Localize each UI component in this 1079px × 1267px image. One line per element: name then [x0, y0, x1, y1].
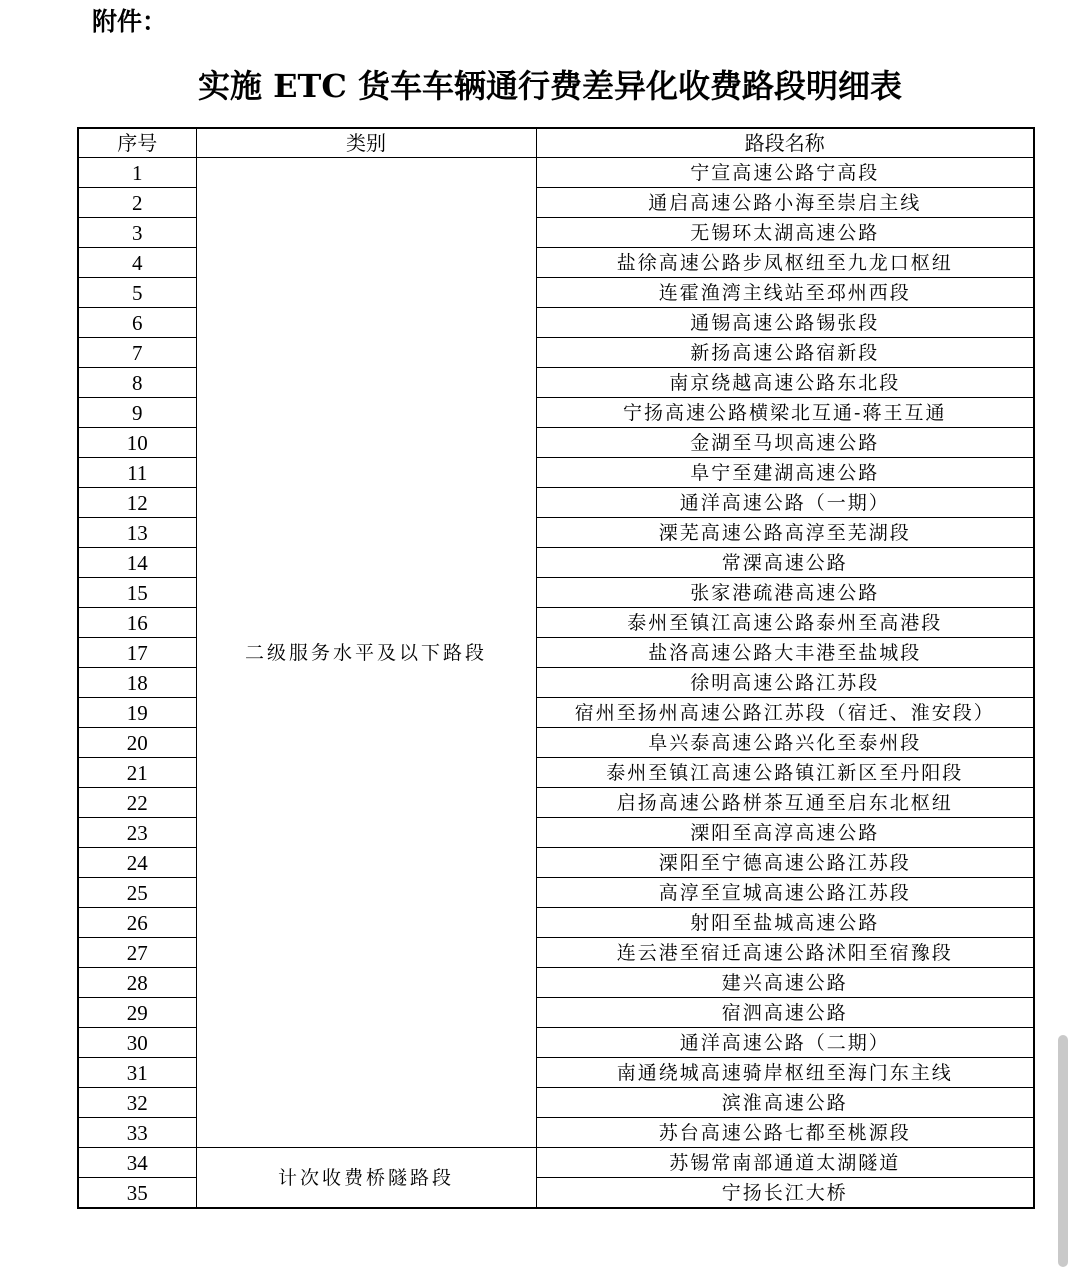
vertical-scrollbar-thumb[interactable]	[1058, 1035, 1068, 1267]
cell-road-name: 通启高速公路小海至崇启主线	[536, 188, 1034, 218]
attachment-label: 附件：	[92, 7, 168, 36]
cell-seq: 24	[78, 848, 196, 878]
table-body	[78, 158, 1034, 1209]
document-title: 实施 ETC 货车车辆通行费差异化收费路段明细表	[198, 67, 902, 105]
header-seq: 序号	[78, 128, 196, 158]
cell-road-name: 常溧高速公路	[536, 548, 1034, 578]
cell-road-name: 宿州至扬州高速公路江苏段（宿迁、淮安段）	[536, 698, 1034, 728]
cell-road-name: 宿泗高速公路	[536, 998, 1034, 1028]
cell-road-name: 徐明高速公路江苏段	[536, 668, 1034, 698]
cell-seq: 20	[78, 728, 196, 758]
cell-seq: 11	[78, 458, 196, 488]
cell-seq: 7	[78, 338, 196, 368]
cell-road-name: 阜兴泰高速公路兴化至泰州段	[536, 728, 1034, 758]
cell-category: 计次收费桥隧路段	[196, 1148, 536, 1209]
cell-seq: 22	[78, 788, 196, 818]
cell-road-name: 连霍渔湾主线站至邳州西段	[536, 278, 1034, 308]
header-road-name: 路段名称	[536, 128, 1034, 158]
cell-seq: 1	[78, 158, 196, 188]
cell-seq: 26	[78, 908, 196, 938]
cell-road-name: 宁宣高速公路宁高段	[536, 158, 1034, 188]
cell-seq: 33	[78, 1118, 196, 1148]
cell-road-name: 滨淮高速公路	[536, 1088, 1034, 1118]
header-category: 类别	[196, 128, 536, 158]
cell-seq: 13	[78, 518, 196, 548]
cell-seq: 28	[78, 968, 196, 998]
cell-road-name: 连云港至宿迁高速公路沭阳至宿豫段	[536, 938, 1034, 968]
cell-category: 二级服务水平及以下路段	[196, 158, 536, 1148]
table-header-row	[78, 128, 1034, 158]
cell-road-name: 溧阳至宁德高速公路江苏段	[536, 848, 1034, 878]
cell-seq: 9	[78, 398, 196, 428]
cell-seq: 5	[78, 278, 196, 308]
cell-road-name: 通洋高速公路（一期）	[536, 488, 1034, 518]
cell-road-name: 宁扬长江大桥	[536, 1178, 1034, 1209]
cell-road-name: 泰州至镇江高速公路镇江新区至丹阳段	[536, 758, 1034, 788]
cell-seq: 2	[78, 188, 196, 218]
cell-road-name: 溧芜高速公路高淳至芜湖段	[536, 518, 1034, 548]
cell-road-name: 南通绕城高速骑岸枢纽至海门东主线	[536, 1058, 1034, 1088]
cell-road-name: 射阳至盐城高速公路	[536, 908, 1034, 938]
cell-seq: 4	[78, 248, 196, 278]
cell-road-name: 宁扬高速公路横梁北互通-蒋王互通	[536, 398, 1034, 428]
cell-road-name: 阜宁至建湖高速公路	[536, 458, 1034, 488]
cell-road-name: 苏锡常南部通道太湖隧道	[536, 1148, 1034, 1178]
cell-road-name: 金湖至马坝高速公路	[536, 428, 1034, 458]
cell-seq: 31	[78, 1058, 196, 1088]
cell-seq: 32	[78, 1088, 196, 1118]
cell-seq: 30	[78, 1028, 196, 1058]
cell-road-name: 通锡高速公路锡张段	[536, 308, 1034, 338]
cell-seq: 25	[78, 878, 196, 908]
cell-road-name: 南京绕越高速公路东北段	[536, 368, 1034, 398]
cell-road-name: 新扬高速公路宿新段	[536, 338, 1034, 368]
cell-seq: 8	[78, 368, 196, 398]
cell-seq: 27	[78, 938, 196, 968]
cell-road-name: 无锡环太湖高速公路	[536, 218, 1034, 248]
table-row	[78, 1148, 1034, 1178]
cell-road-name: 张家港疏港高速公路	[536, 578, 1034, 608]
cell-seq: 21	[78, 758, 196, 788]
cell-seq: 15	[78, 578, 196, 608]
cell-seq: 18	[78, 668, 196, 698]
cell-seq: 14	[78, 548, 196, 578]
road-section-table	[77, 127, 1035, 1209]
cell-road-name: 启扬高速公路栟茶互通至启东北枢纽	[536, 788, 1034, 818]
cell-seq: 35	[78, 1178, 196, 1209]
cell-seq: 12	[78, 488, 196, 518]
cell-seq: 17	[78, 638, 196, 668]
cell-road-name: 盐洛高速公路大丰港至盐城段	[536, 638, 1034, 668]
cell-seq: 3	[78, 218, 196, 248]
cell-seq: 23	[78, 818, 196, 848]
cell-road-name: 盐徐高速公路步凤枢纽至九龙口枢纽	[536, 248, 1034, 278]
cell-seq: 10	[78, 428, 196, 458]
cell-road-name: 苏台高速公路七都至桃源段	[536, 1118, 1034, 1148]
table-row	[78, 158, 1034, 188]
cell-seq: 6	[78, 308, 196, 338]
cell-road-name: 溧阳至高淳高速公路	[536, 818, 1034, 848]
cell-road-name: 建兴高速公路	[536, 968, 1034, 998]
cell-seq: 16	[78, 608, 196, 638]
cell-road-name: 通洋高速公路（二期）	[536, 1028, 1034, 1058]
cell-seq: 29	[78, 998, 196, 1028]
cell-road-name: 泰州至镇江高速公路泰州至高港段	[536, 608, 1034, 638]
cell-seq: 19	[78, 698, 196, 728]
cell-seq: 34	[78, 1148, 196, 1178]
cell-road-name: 高淳至宣城高速公路江苏段	[536, 878, 1034, 908]
